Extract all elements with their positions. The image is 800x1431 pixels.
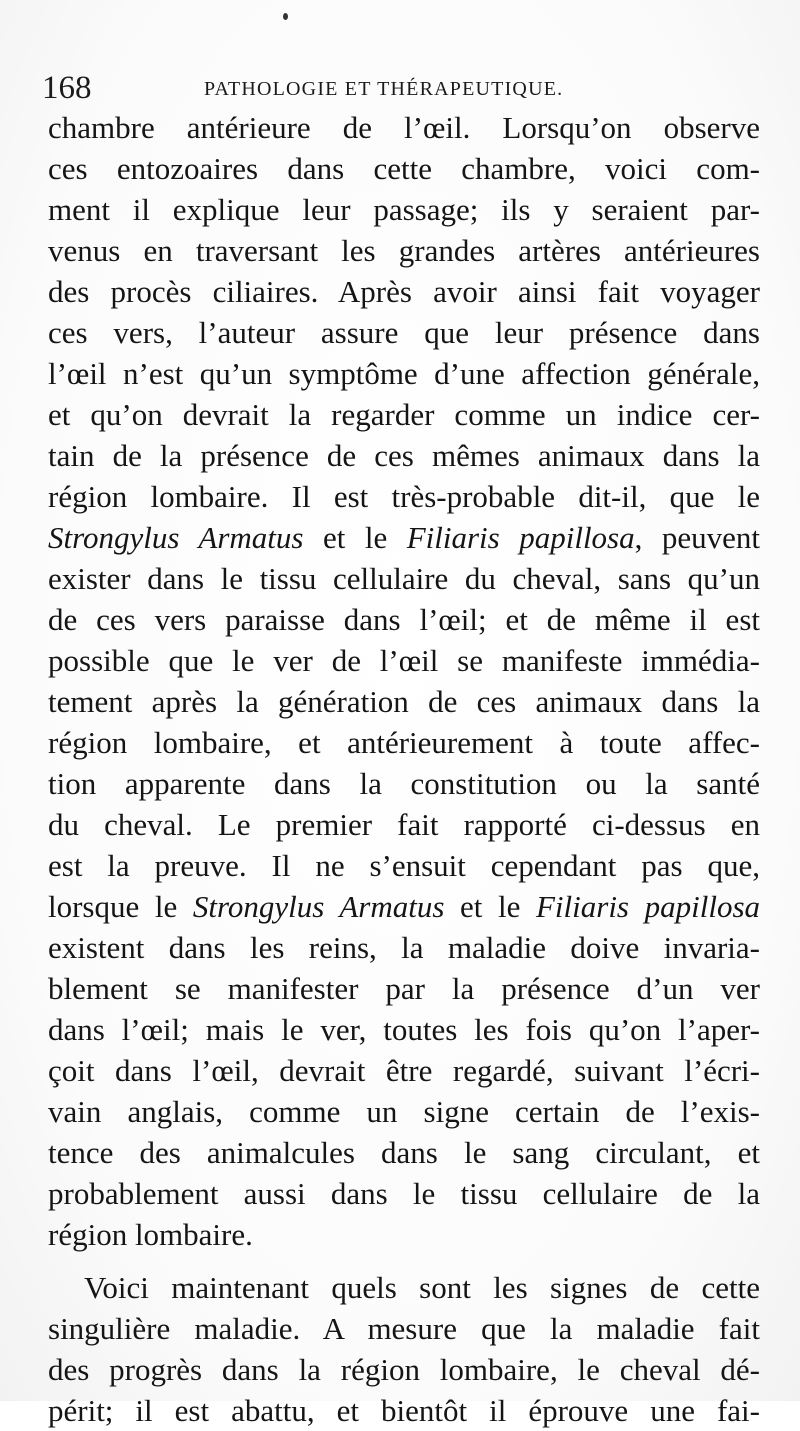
text-line-28: région lombaire.: [48, 1217, 253, 1252]
page-header: [42, 68, 758, 108]
text-line-14: possible que le ver de l’œil se manifeste immédia-: [48, 643, 760, 678]
species-name-italic: Filiaris papillosa: [535, 889, 761, 924]
ink-speck: [283, 13, 288, 20]
text-line-11: Strongylus Armatus et le Filiaris papillosa, peuvent: [48, 520, 761, 555]
text-line-30: singulière maladie. A mesure que la maladie fait: [48, 1311, 760, 1346]
species-name-italic: Strongylus Armatus: [192, 889, 445, 924]
text-line-6: ces vers, l’auteur assure que leur présence dans: [48, 315, 760, 350]
text-line-2: ces entozoaires dans cette chambre, voici com-: [48, 151, 760, 186]
text-line-3: ment il explique leur passage; ils y seraient par-: [48, 192, 760, 227]
text-line-13: de ces vers paraisse dans l’œil; et de même il est: [48, 602, 760, 637]
text-line-8: et qu’on devrait la regarder comme un indice cer-: [48, 397, 760, 432]
body-text: [48, 107, 760, 1431]
species-name-italic: Filiaris papillosa: [406, 520, 635, 555]
text-line-25: vain anglais, comme un signe certain de l’exis-: [48, 1094, 760, 1129]
running-head: PATHOLOGIE ET THÉRAPEUTIQUE.: [204, 78, 564, 100]
text-line-7: l’œil n’est qu’un symptôme d’une affection générale,: [48, 356, 760, 391]
text-line-27: probablement aussi dans le tissu cellulaire de la: [48, 1176, 760, 1211]
text-line-22: blement se manifester par la présence d’un ver: [48, 971, 760, 1006]
text-line-32: périt; il est abattu, et bientôt il éprouve une fai-: [48, 1393, 760, 1428]
text-line-10: région lombaire. Il est très-probable dit-il, que le: [48, 479, 760, 514]
text-line-12: exister dans le tissu cellulaire du cheval, sans qu’un: [48, 561, 760, 596]
text-line-15: tement après la génération de ces animaux dans la: [48, 684, 760, 719]
text-line-17: tion apparente dans la constitution ou la santé: [48, 766, 760, 801]
text-line-16: région lombaire, et antérieurement à toute affec-: [48, 725, 760, 760]
text-line-29: Voici maintenant quels sont les signes de cette: [84, 1270, 760, 1305]
text-line-18: du cheval. Le premier fait rapporté ci-dessus en: [48, 807, 760, 842]
species-name-italic: Strongylus Armatus: [48, 520, 304, 555]
text-line-20: lorsque le Strongylus Armatus et le Filiaris papillosa: [48, 889, 761, 924]
text-line-24: çoit dans l’œil, devrait être regardé, suivant l’écri-: [48, 1053, 760, 1088]
text-line-1: chambre antérieure de l’œil. Lorsqu’on observe: [48, 110, 760, 145]
text-line-19: est la preuve. Il ne s’ensuit cependant pas que,: [48, 848, 760, 883]
text-line-21: existent dans les reins, la maladie doive invaria-: [48, 930, 760, 965]
text-line-9: tain de la présence de ces mêmes animaux dans la: [48, 438, 760, 473]
text-line-4: venus en traversant les grandes artères antérieures: [48, 233, 760, 268]
text-line-26: tence des animalcules dans le sang circulant, et: [48, 1135, 760, 1170]
text-line-5: des procès ciliaires. Après avoir ainsi fait voyager: [48, 274, 760, 309]
text-line-23: dans l’œil; mais le ver, toutes les fois qu’on l’aper-: [48, 1012, 760, 1047]
text-line-31: des progrès dans la région lombaire, le cheval dé-: [48, 1352, 760, 1387]
page-number: 168: [42, 70, 92, 106]
